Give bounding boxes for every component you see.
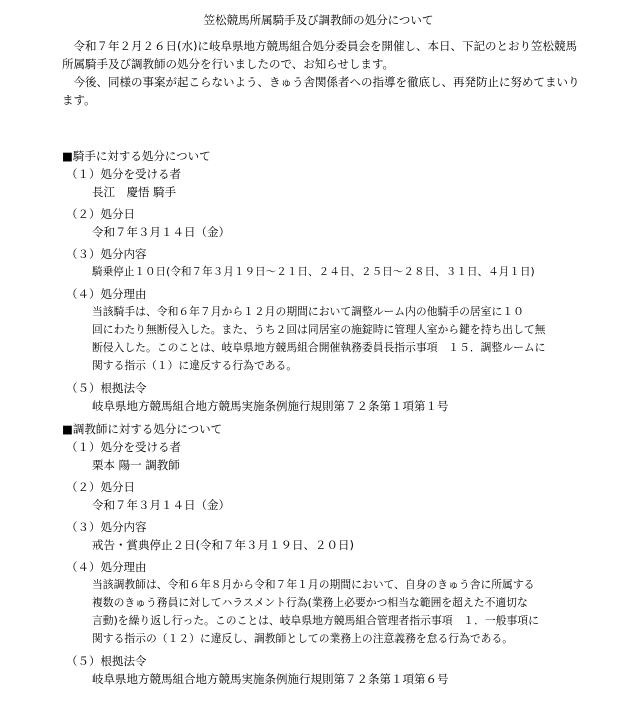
item-body: 断侵入した。このことは、岐阜県地方競馬組合開催執務委員長指示事項 １５．調整ルームに (92, 341, 546, 354)
item-body: 岐阜県地方競馬組合地方競馬実施条例施行規則第７２条第１項第６号 (92, 672, 449, 686)
item-label: （４）処分理由 (66, 560, 147, 574)
intro-paragraph: 令和７年２月２６日(水)に岐阜県地方競馬組合処分委員会を開催し、本日、下記のとおり笠松競馬所属騎手及び調教師の処分を行いましたので、お知らせします。 (62, 39, 577, 71)
item-body: 複数のきゅう務員に対してハラスメント行為(業務上必要かつ相当な範囲を超えた不適切な (92, 596, 528, 609)
item-body: 長江 慶悟 騎手 (92, 185, 177, 199)
item-body: 当該調教師は、令和６年８月から令和７年１月の期間において、自身のきゅう舎に所属する (92, 578, 535, 591)
item-body: 関する指示（１）に違反する行為である。 (92, 359, 298, 372)
item-body: 回にわたり無断侵入した。また、うち２回は同居室の施錠時に管理人室から鍵を持ち出して無 (92, 323, 546, 336)
item-body: 令和７年３月１４日（金） (92, 225, 230, 239)
item-body: 岐阜県地方競馬組合地方競馬実施条例施行規則第７２条第１項第１号 (92, 399, 449, 413)
item-body: 関する指示の（１２）に違反し、調教師としての業務上の注意義務を怠る行為である。 (92, 632, 514, 645)
item-label: （１）処分を受ける者 (66, 167, 181, 181)
item-body: 令和７年３月１４日（金） (92, 498, 230, 512)
page-title: 笠松競馬所属騎手及び調教師の処分について (203, 13, 434, 27)
item-label: （２）処分日 (66, 207, 135, 221)
jockey-section (62, 147, 582, 415)
item-label: （１）処分を受ける者 (66, 440, 181, 454)
trainer-section (62, 420, 582, 688)
item-label: （２）処分日 (66, 480, 135, 494)
item-label: （５）根拠法令 (66, 654, 147, 668)
item-body: 戒告・賞典停止２日(令和７年３月１９日、２０日) (92, 538, 354, 552)
intro-text (62, 37, 582, 109)
section-heading: ■調教師に対する処分について (62, 422, 223, 436)
item-body: 言動)を繰り返し行った。このことは、岐阜県地方競馬組合管理者指示事項 １．一般事項に (92, 614, 539, 627)
item-body: 栗本 陽一 調教師 (92, 458, 180, 472)
item-label: （３）処分内容 (66, 247, 147, 261)
item-label: （４）処分理由 (66, 287, 147, 301)
item-body: 当該騎手は、令和６年７月から１２月の期間において調整ルーム内の他騎手の居室に１０ (92, 305, 524, 318)
item-label: （５）根拠法令 (66, 381, 147, 395)
item-label: （３）処分内容 (66, 520, 147, 534)
item-body: 騎乗停止１０日(令和７年３月１９日～２１日、２４日、２５日～２８日、３１日、４月１日) (92, 266, 535, 278)
intro-paragraph: 今後、同様の事案が起こらないよう、きゅう舎関係者への指導を徹底し、再発防止に努めてまいります。 (62, 75, 580, 107)
section-heading: ■騎手に対する処分について (62, 149, 211, 163)
